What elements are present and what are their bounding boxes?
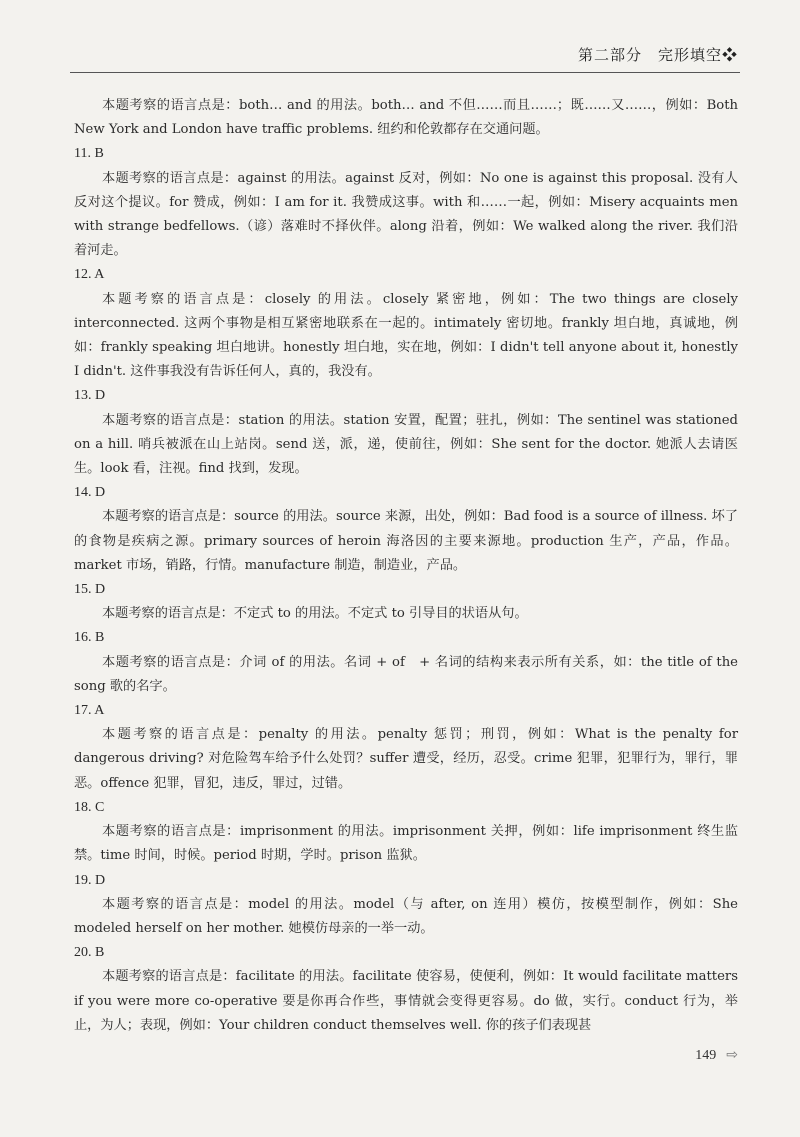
page-number: 149: [695, 1048, 717, 1063]
answer-number: 18. C: [74, 799, 105, 815]
section-header: 第二部分 完形填空❖: [577, 46, 738, 64]
answer-explanation: 本题考察的语言点是：imprisonment 的用法。imprisonment 关押，例如：life imprisonment 终生监禁。time 时间，时候。period 时期，学时。prison 监狱。: [74, 824, 738, 864]
answer-explanation: 本题考察的语言点是：不定式 to 的用法。不定式 to 引导目的状语从句。: [102, 606, 528, 622]
next-page-arrow-icon: ⇨: [726, 1048, 738, 1063]
answer-explanation: 本题考察的语言点是：facilitate 的用法。facilitate 使容易，使便利，例如：It would facilitate matters if you were more co-operative 要是你再合作些，事情就会变得更容易。do 做，实行。conduct 行为，举止，为人；表现，例如：Your children conduct themselves well. 你的孩子们表现甚: [74, 969, 738, 1033]
answer-number: 15. D: [74, 582, 106, 598]
answer-explanation: 本题考察的语言点是：penalty 的用法。penalty 惩罚；刑罚，例如：What is the penalty for dangerous driving? 对危险驾车给予什么处罚？suffer 遭受，经历，忍受。crime 犯罪，犯罪行为，罪行，罪恶。offence 犯罪，冒犯，违反，罪过，过错。: [74, 727, 738, 791]
answer-explanation: 本题考察的语言点是：closely 的用法。closely 紧密地，例如：The two things are closely interconnected. 这两个事物是相互紧密地联系在一起的。intimately 密切地。frankly 坦白地，真诚地，例如：frankly speaking 坦白地讲。honestly 坦白地，实在地，例如：I didn't tell anyone about it, honestly I didn't. 这件事我没有告诉任何人，真的，我没有。: [74, 291, 738, 380]
answer-explanation: 本题考察的语言点是：介词 of 的用法。名词 + of + 名词的结构来表示所有关系，如：the title of the song 歌的名字。: [74, 654, 738, 694]
answer-number: 20. B: [74, 945, 105, 961]
header-rule: [70, 72, 740, 73]
answer-number: 12. A: [74, 267, 105, 283]
intro-paragraph: 本题考察的语言点是：both… and 的用法。both… and 不但……而且……；既……又……，例如：Both New York and London have traffic problems. 纽约和伦敦都存在交通问题。: [74, 98, 738, 138]
answer-number: 19. D: [74, 872, 106, 888]
answer-explanation: 本题考察的语言点是：against 的用法。against 反对，例如：No one is against this proposal. 没有人反对这个提议。for 赞成，例如：I am for it. 我赞成这事。with 和……一起，例如：Misery acquaints men with strange bedfellows.（谚）落难时不择伙伴。along 沿着，例如：We walked along the river. 我们沿着河走。: [74, 170, 738, 259]
answer-number: 16. B: [74, 630, 105, 646]
answer-number: 13. D: [74, 388, 106, 404]
answer-explanation: 本题考察的语言点是：model 的用法。model（与 after, on 连用）模仿，按模型制作，例如：She modeled herself on her mother. 她模仿母亲的一举一动。: [74, 896, 738, 936]
answer-explanation: 本题考察的语言点是：station 的用法。station 安置，配置；驻扎，例如：The sentinel was stationed on a hill. 哨兵被派在山上站岗。send 送，派，递，使前往，例如：She sent for the doctor. 她派人去请医生。look 看，注视。find 找到，发现。: [74, 412, 738, 477]
answer-number: 17. A: [74, 703, 105, 719]
page-footer: [695, 1047, 738, 1064]
answer-number: 14. D: [74, 485, 106, 501]
answer-explanations: [74, 94, 738, 1038]
answer-number: 11. B: [74, 146, 104, 162]
answer-explanation: 本题考察的语言点是：source 的用法。source 来源，出处，例如：Bad food is a source of illness. 坏了的食物是疾病之源。primary sources of heroin 海洛因的主要来源地。production 生产，产品，作品。market 市场，销路，行情。manufacture 制造，制造业，产品。: [74, 509, 738, 573]
